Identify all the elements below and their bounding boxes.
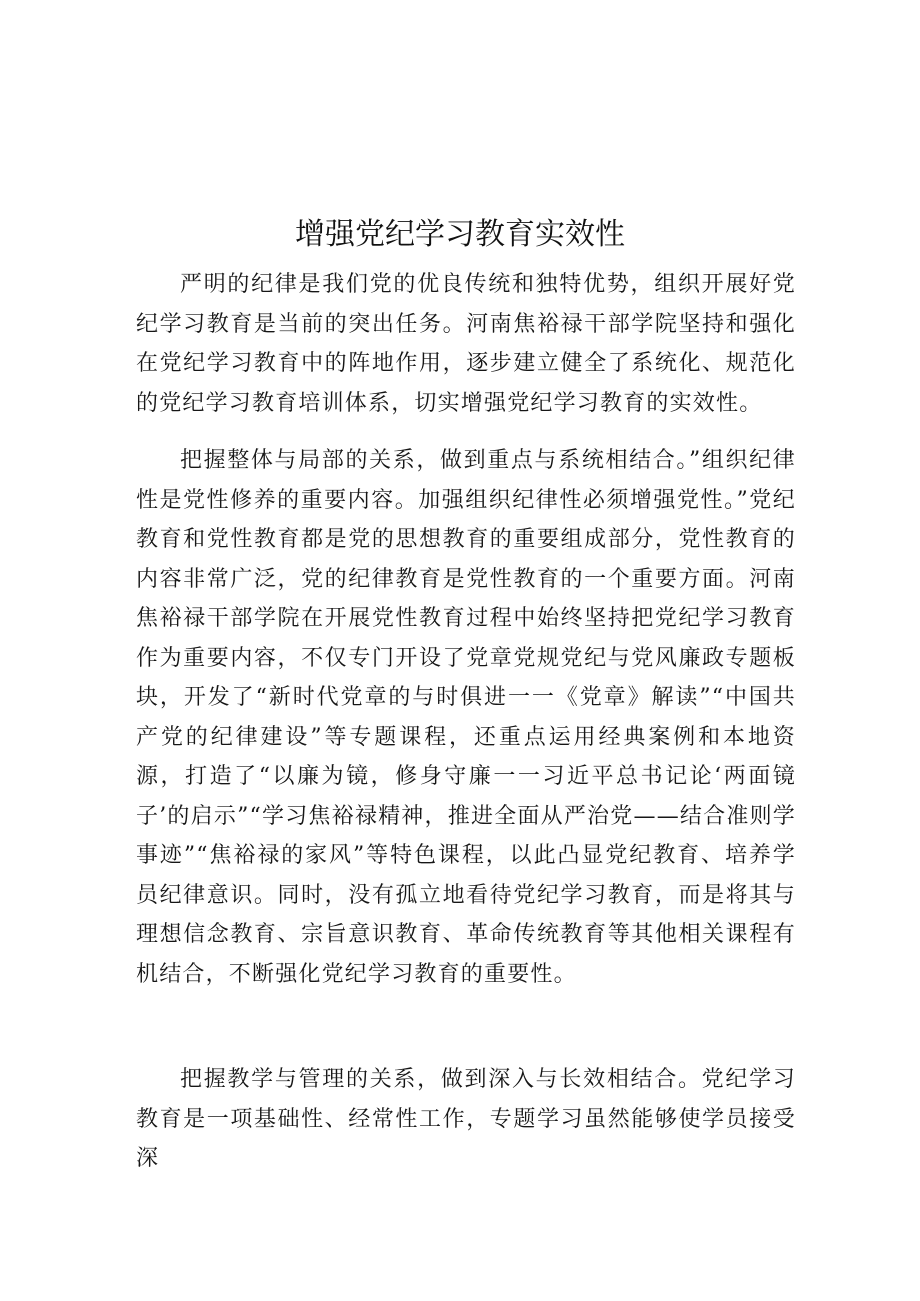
- paragraph-teaching-and-management: 把握教学与管理的关系，做到深入与长效相结合。党纪学习教育是一项基础性、经常性工作，专题学习虽然能够使学员接受深: [136, 1067, 796, 1171]
- paragraph-whole-and-part: 把握整体与局部的关系，做到重点与系统相结合。”组织纪律性是党性修养的重要内容。加强组织纪律性必须增强党性。”党纪教育和党性教育都是党的思想教育的重要组成部分，党性教育的内容非常广泛，党的纪律教育是党性教育的一个重要方面。河南焦裕禄干部学院在开展党性教育过程中始终坚持把党纪学习教育作为重要内容，不仅专门开设了党章党规党纪与党风廉政专题板块，开发了“新时代党章的与时俱进一一《党章》解读”“中国共产党的纪律建设”等专题课程，还重点运用经典案例和本地资源，打造了“以廉为镜，修身守廉一一习近平总书记论‘两面镜子’的启示”“学习焦裕禄精神，推进全面从严治党——结合准则学事迹”“焦裕禄的家风”等特色课程，以此凸显党纪教育、培养学员纪律意识。同时，没有孤立地看待党纪学习教育，而是将其与理想信念教育、宗旨意识教育、革命传统教育等其他相关课程有机结合，不断强化党纪学习教育的重要性。: [136, 448, 796, 987]
- paragraph-intro: 严明的纪律是我们党的优良传统和独特优势，组织开展好党纪学习教育是当前的突出任务。河南焦裕禄干部学院坚持和强化在党纪学习教育中的阵地作用，逐步建立健全了系统化、规范化的党纪学习教育培训体系，切实增强党纪学习教育的实效性。: [136, 272, 796, 416]
- document-title: 增强党纪学习教育实效性: [295, 217, 625, 252]
